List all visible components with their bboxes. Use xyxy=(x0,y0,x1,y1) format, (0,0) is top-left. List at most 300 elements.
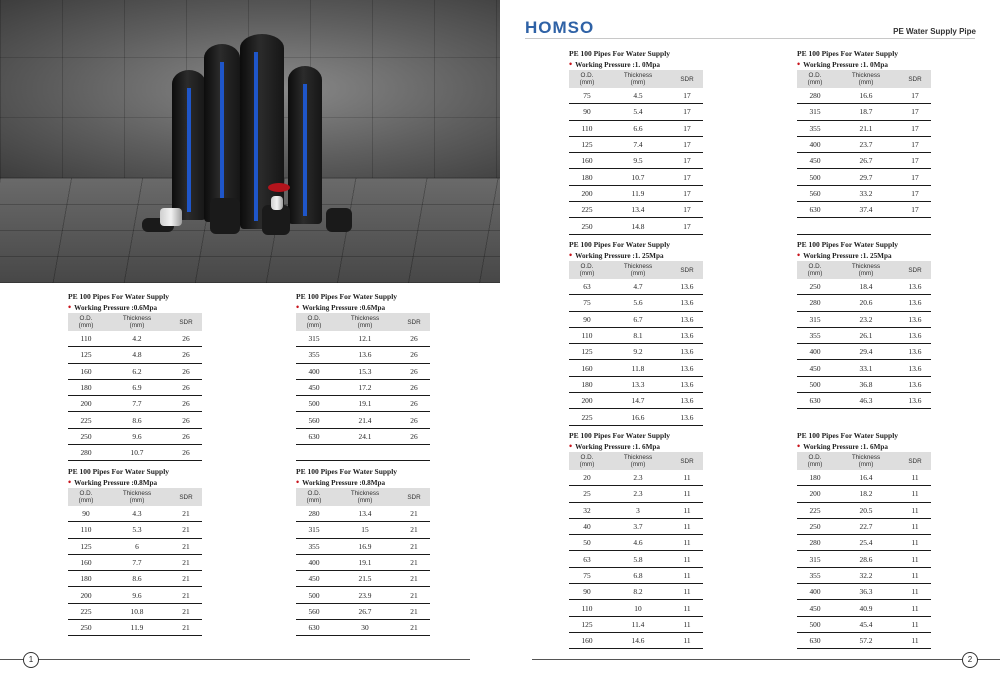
od-cell: 200 xyxy=(797,486,833,502)
header-rule xyxy=(525,38,975,39)
sdr-cell: 13.6 xyxy=(899,344,931,360)
thickness-cell xyxy=(332,445,398,461)
od-cell: 225 xyxy=(569,202,605,218)
od-header: O.D. (mm) xyxy=(797,452,833,470)
bullet-icon: • xyxy=(296,302,300,312)
od-cell: 200 xyxy=(569,393,605,409)
od-cell: 280 xyxy=(797,535,833,551)
od-cell: 400 xyxy=(296,554,332,570)
od-cell: 110 xyxy=(68,331,104,347)
od-cell xyxy=(296,445,332,461)
table-row xyxy=(569,567,703,583)
thickness-cell: 9.6 xyxy=(104,587,170,603)
thickness-cell: 26.7 xyxy=(332,603,398,619)
sdr-cell: 13.6 xyxy=(671,360,703,376)
sdr-cell: 13.6 xyxy=(899,393,931,409)
sdr-cell: 21 xyxy=(170,587,202,603)
thickness-cell: 23.7 xyxy=(833,136,899,152)
table-row xyxy=(797,470,931,486)
table-row xyxy=(296,412,430,428)
sdr-cell: 11 xyxy=(671,502,703,518)
table-block xyxy=(797,431,931,649)
sdr-header: SDR xyxy=(398,488,430,506)
thickness-cell: 14.6 xyxy=(605,632,671,648)
od-cell: 75 xyxy=(569,88,605,104)
od-cell: 110 xyxy=(68,522,104,538)
table-row xyxy=(797,502,931,518)
working-pressure: • Working Pressure :1. 25Mpa xyxy=(797,250,892,260)
sdr-cell: 17 xyxy=(671,169,703,185)
table-header-row xyxy=(797,70,931,88)
table-row xyxy=(68,587,202,603)
thickness-cell: 13.4 xyxy=(605,202,671,218)
thickness-cell: 4.3 xyxy=(104,506,170,522)
table-title: PE 100 Pipes For Water Supply xyxy=(797,49,899,58)
table-row xyxy=(797,327,931,343)
od-cell: 560 xyxy=(296,412,332,428)
sdr-cell: 11 xyxy=(899,632,931,648)
thickness-cell: 24.1 xyxy=(332,428,398,444)
spec-table xyxy=(569,452,703,649)
bullet-icon: • xyxy=(797,441,801,451)
sdr-cell: 11 xyxy=(899,584,931,600)
table-block xyxy=(68,292,202,461)
od-cell: 500 xyxy=(797,376,833,392)
sdr-cell: 11 xyxy=(671,551,703,567)
thickness-cell: 6.9 xyxy=(104,379,170,395)
od-cell: 40 xyxy=(569,518,605,534)
footer-rule xyxy=(0,659,470,660)
working-pressure: • Working Pressure :1. 0Mpa xyxy=(797,59,888,69)
od-cell: 160 xyxy=(569,360,605,376)
table-block xyxy=(569,431,703,649)
footer-rule xyxy=(532,659,1000,660)
sdr-cell: 13.6 xyxy=(671,393,703,409)
table-block xyxy=(296,467,430,636)
sdr-cell: 21 xyxy=(170,506,202,522)
thickness-cell: 37.4 xyxy=(833,202,899,218)
table-row xyxy=(569,584,703,600)
thickness-cell: 6.6 xyxy=(605,120,671,136)
od-cell: 225 xyxy=(797,502,833,518)
sdr-cell: 17 xyxy=(899,185,931,201)
valve-body xyxy=(271,196,283,210)
od-cell: 450 xyxy=(296,571,332,587)
thickness-cell: 46.3 xyxy=(833,393,899,409)
table-row xyxy=(797,169,931,185)
thickness-header: Thickness (mm) xyxy=(605,70,671,88)
thickness-cell: 10 xyxy=(605,600,671,616)
table-row xyxy=(296,331,430,347)
thickness-cell: 16.4 xyxy=(833,470,899,486)
thickness-cell: 26.1 xyxy=(833,327,899,343)
table-row xyxy=(68,538,202,554)
sdr-cell: 11 xyxy=(671,600,703,616)
table-row xyxy=(569,470,703,486)
od-header: O.D. (mm) xyxy=(569,70,605,88)
sdr-cell: 11 xyxy=(899,486,931,502)
table-row xyxy=(797,136,931,152)
sdr-cell: 21 xyxy=(170,603,202,619)
sdr-cell: 26 xyxy=(170,379,202,395)
od-cell: 400 xyxy=(797,344,833,360)
thickness-cell: 8.1 xyxy=(605,327,671,343)
table-block xyxy=(797,49,931,235)
sdr-header: SDR xyxy=(899,70,931,88)
sdr-cell: 11 xyxy=(671,567,703,583)
od-cell: 110 xyxy=(569,327,605,343)
thickness-cell: 10.7 xyxy=(104,445,170,461)
od-cell: 250 xyxy=(797,279,833,295)
od-cell: 500 xyxy=(296,396,332,412)
sdr-cell: 13.6 xyxy=(899,295,931,311)
sdr-cell: 26 xyxy=(170,363,202,379)
table-row xyxy=(797,616,931,632)
sdr-cell: 21 xyxy=(398,522,430,538)
bullet-icon: • xyxy=(68,302,72,312)
sdr-header: SDR xyxy=(899,261,931,279)
sdr-cell: 21 xyxy=(398,538,430,554)
od-cell: 63 xyxy=(569,551,605,567)
spec-table xyxy=(797,452,931,649)
sdr-cell: 17 xyxy=(899,202,931,218)
sdr-cell: 11 xyxy=(671,535,703,551)
working-pressure: • Working Pressure :1. 6Mpa xyxy=(569,441,660,451)
sdr-cell: 17 xyxy=(899,120,931,136)
od-cell: 355 xyxy=(797,327,833,343)
spec-table xyxy=(296,313,430,461)
sdr-cell: 26 xyxy=(398,363,430,379)
table-row xyxy=(569,360,703,376)
thickness-cell: 2.3 xyxy=(605,486,671,502)
thickness-header: Thickness (mm) xyxy=(605,261,671,279)
table-row xyxy=(569,486,703,502)
od-cell: 630 xyxy=(797,632,833,648)
od-cell: 400 xyxy=(797,136,833,152)
valve-handle xyxy=(268,183,290,192)
od-cell: 225 xyxy=(68,603,104,619)
table-row xyxy=(296,379,430,395)
table-row xyxy=(569,311,703,327)
table-row xyxy=(296,620,430,636)
od-cell: 560 xyxy=(797,185,833,201)
sdr-cell: 13.6 xyxy=(899,279,931,295)
thickness-cell: 17.2 xyxy=(332,379,398,395)
table-row xyxy=(68,554,202,570)
thickness-cell: 14.8 xyxy=(605,218,671,234)
sdr-header: SDR xyxy=(671,452,703,470)
sdr-cell: 17 xyxy=(671,202,703,218)
spec-table xyxy=(68,313,202,461)
pipe-image xyxy=(204,44,240,222)
table-row xyxy=(569,185,703,201)
thickness-cell: 13.3 xyxy=(605,376,671,392)
table-block xyxy=(569,240,703,426)
spec-table xyxy=(569,70,703,235)
thickness-cell: 8.2 xyxy=(605,584,671,600)
sdr-cell: 21 xyxy=(170,522,202,538)
sdr-header: SDR xyxy=(671,261,703,279)
thickness-cell: 28.6 xyxy=(833,551,899,567)
thickness-cell: 16.6 xyxy=(833,88,899,104)
table-row xyxy=(296,603,430,619)
od-cell: 32 xyxy=(569,502,605,518)
table-row xyxy=(569,376,703,392)
sdr-cell: 13.6 xyxy=(671,409,703,425)
thickness-cell: 20.6 xyxy=(833,295,899,311)
od-cell: 125 xyxy=(569,616,605,632)
thickness-cell: 32.2 xyxy=(833,567,899,583)
thickness-cell: 11.9 xyxy=(104,620,170,636)
sdr-cell: 11 xyxy=(671,584,703,600)
table-header-row xyxy=(296,313,430,331)
table-row xyxy=(797,153,931,169)
od-cell: 200 xyxy=(569,185,605,201)
thickness-cell: 13.4 xyxy=(332,506,398,522)
table-row xyxy=(68,379,202,395)
thickness-cell: 7.7 xyxy=(104,554,170,570)
od-cell: 75 xyxy=(569,567,605,583)
table-header-row xyxy=(68,313,202,331)
table-row xyxy=(68,571,202,587)
sdr-cell: 13.6 xyxy=(899,311,931,327)
thickness-cell: 9.2 xyxy=(605,344,671,360)
od-cell: 225 xyxy=(569,409,605,425)
table-row xyxy=(68,396,202,412)
od-cell: 90 xyxy=(569,104,605,120)
thickness-cell: 7.7 xyxy=(104,396,170,412)
thickness-cell: 16.9 xyxy=(332,538,398,554)
sdr-header: SDR xyxy=(170,488,202,506)
od-header: O.D. (mm) xyxy=(569,261,605,279)
thickness-cell: 5.3 xyxy=(104,522,170,538)
od-cell: 25 xyxy=(569,486,605,502)
table-row xyxy=(569,136,703,152)
table-row xyxy=(797,584,931,600)
sdr-cell: 11 xyxy=(899,535,931,551)
table-row xyxy=(569,327,703,343)
od-cell: 630 xyxy=(797,202,833,218)
od-cell: 355 xyxy=(296,347,332,363)
od-cell: 160 xyxy=(569,153,605,169)
sdr-cell: 17 xyxy=(899,153,931,169)
table-block xyxy=(569,49,703,235)
od-cell: 630 xyxy=(797,393,833,409)
table-row xyxy=(797,486,931,502)
thickness-cell: 11.9 xyxy=(605,185,671,201)
od-cell: 355 xyxy=(797,567,833,583)
thickness-cell: 18.4 xyxy=(833,279,899,295)
table-row xyxy=(569,502,703,518)
sdr-cell: 11 xyxy=(899,600,931,616)
sdr-cell: 13.6 xyxy=(899,376,931,392)
table-row xyxy=(296,571,430,587)
od-cell: 50 xyxy=(569,535,605,551)
thickness-cell: 2.3 xyxy=(605,470,671,486)
thickness-cell: 30 xyxy=(332,620,398,636)
table-row xyxy=(797,518,931,534)
od-cell: 20 xyxy=(569,470,605,486)
od-cell: 315 xyxy=(296,522,332,538)
table-row xyxy=(797,218,931,234)
od-cell: 630 xyxy=(296,428,332,444)
thickness-cell: 3.7 xyxy=(605,518,671,534)
sdr-cell: 26 xyxy=(398,412,430,428)
spec-table xyxy=(797,261,931,409)
sdr-cell: 21 xyxy=(398,571,430,587)
sdr-cell: 21 xyxy=(398,603,430,619)
od-cell: 315 xyxy=(797,551,833,567)
table-title: PE 100 Pipes For Water Supply xyxy=(569,240,671,249)
spec-table xyxy=(68,488,202,636)
table-row xyxy=(569,535,703,551)
od-cell: 125 xyxy=(569,344,605,360)
od-header: O.D. (mm) xyxy=(797,70,833,88)
sdr-cell: 11 xyxy=(671,616,703,632)
table-row xyxy=(797,202,931,218)
sdr-cell: 11 xyxy=(899,616,931,632)
thickness-cell: 14.7 xyxy=(605,393,671,409)
bullet-icon: • xyxy=(569,250,573,260)
right-page xyxy=(500,0,1000,678)
thickness-cell: 10.8 xyxy=(104,603,170,619)
working-pressure: • Working Pressure :0.8Mpa xyxy=(296,477,386,487)
sdr-cell: 26 xyxy=(170,428,202,444)
table-row xyxy=(296,506,430,522)
sdr-cell: 11 xyxy=(671,470,703,486)
sdr-cell: 11 xyxy=(671,632,703,648)
thickness-cell: 40.9 xyxy=(833,600,899,616)
thickness-cell: 20.5 xyxy=(833,502,899,518)
sdr-cell: 26 xyxy=(398,347,430,363)
od-cell: 125 xyxy=(68,347,104,363)
sdr-cell: 21 xyxy=(170,538,202,554)
table-row xyxy=(569,295,703,311)
thickness-cell: 18.7 xyxy=(833,104,899,120)
table-row xyxy=(569,616,703,632)
table-title: PE 100 Pipes For Water Supply xyxy=(68,292,170,301)
table-title: PE 100 Pipes For Water Supply xyxy=(296,292,398,301)
od-cell: 630 xyxy=(296,620,332,636)
table-row xyxy=(569,120,703,136)
od-cell: 90 xyxy=(68,506,104,522)
sdr-cell: 11 xyxy=(671,518,703,534)
table-row xyxy=(296,363,430,379)
od-cell: 250 xyxy=(569,218,605,234)
table-block xyxy=(296,292,430,461)
thickness-cell: 36.8 xyxy=(833,376,899,392)
od-cell: 200 xyxy=(68,396,104,412)
thickness-cell: 6.8 xyxy=(605,567,671,583)
table-row xyxy=(569,393,703,409)
thickness-cell: 26.7 xyxy=(833,153,899,169)
sdr-cell: 26 xyxy=(170,445,202,461)
table-row xyxy=(296,445,430,461)
valve-body xyxy=(160,208,182,226)
table-row xyxy=(569,551,703,567)
thickness-cell xyxy=(833,218,899,234)
table-row xyxy=(569,409,703,425)
sdr-cell: 11 xyxy=(899,567,931,583)
pipe-image xyxy=(288,66,322,224)
thickness-cell: 21.4 xyxy=(332,412,398,428)
sdr-cell: 26 xyxy=(398,331,430,347)
pipe-fitting xyxy=(210,198,240,234)
sdr-cell: 17 xyxy=(671,120,703,136)
thickness-cell: 15.3 xyxy=(332,363,398,379)
table-row xyxy=(569,169,703,185)
thickness-cell: 21.1 xyxy=(833,120,899,136)
od-cell: 250 xyxy=(797,518,833,534)
sdr-header: SDR xyxy=(899,452,931,470)
od-cell: 355 xyxy=(296,538,332,554)
table-row xyxy=(569,344,703,360)
product-photo xyxy=(0,0,500,283)
brand-logo: HOMSO xyxy=(525,18,595,37)
od-cell xyxy=(797,218,833,234)
od-cell: 160 xyxy=(569,632,605,648)
sdr-cell: 26 xyxy=(170,396,202,412)
table-row xyxy=(68,412,202,428)
thickness-cell: 4.6 xyxy=(605,535,671,551)
table-row xyxy=(296,428,430,444)
thickness-cell: 4.2 xyxy=(104,331,170,347)
od-header: O.D. (mm) xyxy=(296,488,332,506)
pipe-fitting xyxy=(326,208,352,232)
thickness-header: Thickness (mm) xyxy=(833,70,899,88)
table-block xyxy=(68,467,202,636)
od-cell: 280 xyxy=(797,295,833,311)
od-cell: 180 xyxy=(569,169,605,185)
od-cell: 110 xyxy=(569,600,605,616)
table-row xyxy=(569,218,703,234)
od-cell: 90 xyxy=(569,311,605,327)
sdr-cell: 13.6 xyxy=(671,279,703,295)
table-row xyxy=(68,347,202,363)
thickness-header: Thickness (mm) xyxy=(104,488,170,506)
thickness-cell: 19.1 xyxy=(332,396,398,412)
od-cell: 180 xyxy=(569,376,605,392)
od-cell: 160 xyxy=(68,363,104,379)
table-row xyxy=(797,185,931,201)
sdr-cell: 17 xyxy=(671,136,703,152)
sdr-cell: 21 xyxy=(398,587,430,603)
table-row xyxy=(797,376,931,392)
thickness-cell: 33.2 xyxy=(833,185,899,201)
spec-table xyxy=(296,488,430,636)
od-cell: 200 xyxy=(68,587,104,603)
sdr-cell: 21 xyxy=(170,620,202,636)
od-cell: 250 xyxy=(68,428,104,444)
table-row xyxy=(797,88,931,104)
thickness-cell: 9.6 xyxy=(104,428,170,444)
od-cell: 250 xyxy=(68,620,104,636)
sdr-cell: 26 xyxy=(170,412,202,428)
sdr-header: SDR xyxy=(671,70,703,88)
sdr-cell: 26 xyxy=(398,428,430,444)
table-header-row xyxy=(296,488,430,506)
thickness-cell: 33.1 xyxy=(833,360,899,376)
sdr-cell: 21 xyxy=(170,554,202,570)
sdr-cell: 21 xyxy=(398,506,430,522)
sdr-cell: 13.6 xyxy=(671,376,703,392)
sdr-cell: 21 xyxy=(170,571,202,587)
table-row xyxy=(569,104,703,120)
table-row xyxy=(68,445,202,461)
sdr-cell: 13.6 xyxy=(671,295,703,311)
thickness-cell: 22.7 xyxy=(833,518,899,534)
thickness-header: Thickness (mm) xyxy=(833,452,899,470)
